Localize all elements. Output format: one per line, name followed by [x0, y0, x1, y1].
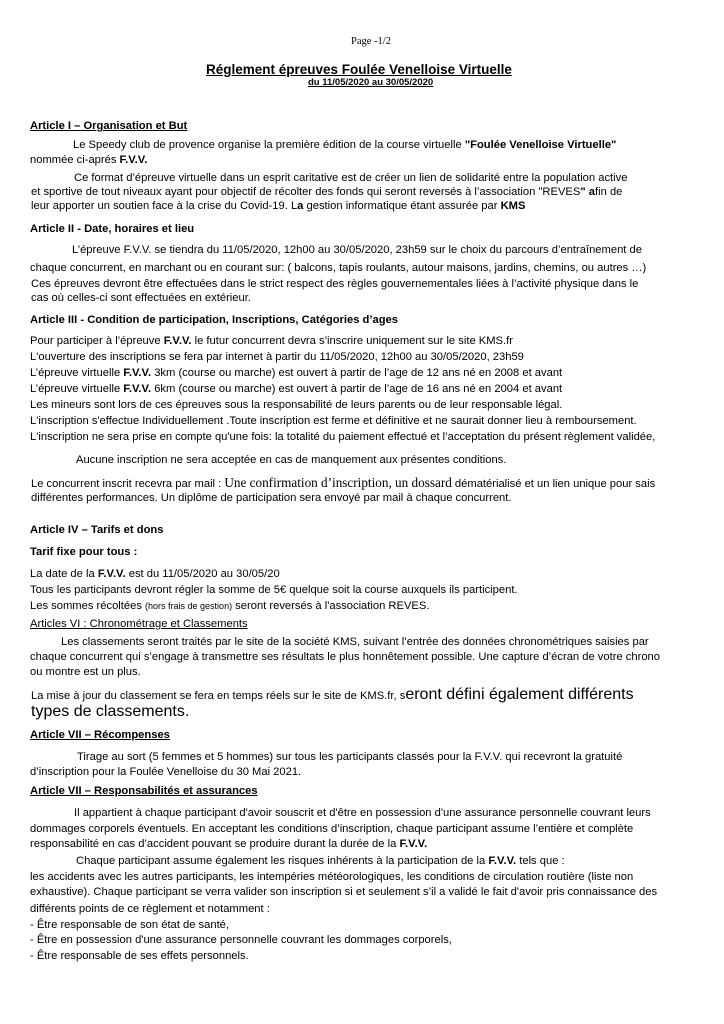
article-2-line-1: L’épreuve F.V.V. se tiendra du 11/05/2020, 12h00 au 30/05/2020, 23h59 sur le choix du parcours d’entraînement de	[72, 244, 642, 256]
article-4-subheading: Tarif fixe pour tous :	[30, 546, 138, 558]
article-3-line-6: L'inscription s'effectue Individuellement .Toute inscription est ferme et définitive et ne saurait donner lieu à remboursement.	[30, 415, 637, 427]
article-7-responsibilities-line-4: Chaque participant assume également les risques inhérents à la participation de la F.V.V. tels que :	[76, 855, 565, 867]
article-4-line-2: Tous les participants devront régler la somme de 5€ quelque soit la course auxquels ils participent.	[30, 584, 518, 596]
article-1-paragraph-1-line-2: nommée ci-aprés F.V.V.	[30, 154, 148, 166]
article-7-responsibilities-line-7: différents points de ce règlement et notamment :	[30, 903, 270, 915]
article-7-rewards-heading: Article VII – Récompenses	[30, 729, 170, 741]
article-6-line-3: ou montre est un plus.	[30, 666, 141, 678]
article-3-line-7: L'inscription ne sera prise en compte qu'une fois: la totalité du paiement effectué et l’acceptation du présent règlement validée,	[30, 431, 656, 443]
page-number: Page -1/2	[351, 36, 391, 47]
document-title: Réglement épreuves Foulée Venelloise Virtuelle	[206, 62, 512, 77]
article-3-line-4: L’épreuve virtuelle F.V.V. 6km (course ou marche) est ouvert à partir de l’age de 16 ans né en 2004 et avant	[30, 383, 563, 395]
article-3-line-8: Aucune inscription ne sera acceptée en cas de manquement aux présentes conditions.	[76, 454, 507, 466]
article-3-line-3: L’épreuve virtuelle F.V.V. 3km (course ou marche) est ouvert à partir de l’age de 12 ans né en 2008 et avant	[30, 367, 563, 379]
article-7-rewards-line-2: d’inscription pour la Foulée Venelloise du 30 Mai 2021.	[30, 766, 302, 778]
article-2-line-3: Ces épreuves devront être effectuées dans le strict respect des règles gouvernementales liées à l’activité physique dans le	[31, 278, 639, 290]
article-4-heading: Article IV – Tarifs et dons	[30, 524, 164, 536]
article-1-paragraph-2-line-2: et sportive de tout niveaux ayant pour objectif de récolter des fonds qui seront reversés à l’association "REVES" afin de	[31, 186, 623, 198]
article-6-heading: Articles VI : Chronométrage et Classements	[30, 618, 248, 630]
article-7-responsibilities-heading: Article VII – Responsabilités et assurances	[30, 785, 258, 797]
article-6-line-4: La mise à jour du classement se fera en temps réels sur le site de KMS.fr, seront défini également différents	[31, 686, 634, 703]
article-3-line-10: différentes performances. Un diplôme de participation sera envoyé par mail à chaque concurrent.	[31, 492, 512, 504]
article-7-rewards-line-1: Tirage au sort (5 femmes et 5 hommes) sur tous les participants classés pour la F.V.V. qui recevront la gratuité	[77, 751, 623, 763]
article-1-paragraph-2-line-3: leur apporter un soutien face à la crise du Covid-19. La gestion informatique étant assurée par KMS	[31, 200, 526, 212]
article-7-responsibilities-line-1: Il appartient à chaque participant d'avoir souscrit et d'être en possession d'une assurance personnelle couvrant leurs	[74, 807, 651, 819]
responsibility-bullet-insurance: - Être en possession d'une assurance personnelle couvrant les dommages corporels,	[30, 934, 452, 946]
article-2-line-2: chaque concurrent, en marchant ou en courant sur: ( balcons, tapis roulants, autour maisons, jardins, chemins, ou autres …)	[30, 262, 647, 274]
article-3-line-9: Le concurrent inscrit recevra par mail : Une confirmation d’inscription, un dossard dématérialisé et un lien unique pour sais	[31, 475, 656, 490]
article-3-line-1: Pour participer à l’épreuve F.V.V. le futur concurrent devra s’inscrire uniquement sur le site KMS.fr	[30, 335, 513, 347]
article-2-heading: Article II - Date, horaires et lieu	[30, 223, 195, 235]
responsibility-bullet-belongings: - Être responsable de ses effets personnels.	[30, 950, 249, 962]
document-subtitle: du 11/05/2020 au 30/05/2020	[308, 77, 434, 88]
article-7-responsibilities-line-6: exhaustive). Chaque participant se verra valider son inscription si et seulement s’il a validé le fait d'avoir pris connaissance des	[30, 886, 658, 898]
article-1-heading: Article I – Organisation et But	[30, 120, 188, 132]
article-6-line-1: Les classements seront traités par le site de la société KMS, suivant l’entrée des données chronométriques saisies par	[61, 636, 649, 648]
article-2-line-4: cas où celles-ci sont effectuées en extérieur.	[31, 292, 251, 304]
article-1-paragraph-2-line-1: Ce format d’épreuve virtuelle dans un esprit caritative est de créer un lien de solidarité entre la population active	[74, 172, 628, 184]
article-4-line-1: La date de la F.V.V. est du 11/05/2020 au 30/05/20	[30, 568, 280, 580]
article-1-paragraph-1-line-1: Le Speedy club de provence organise la première édition de la course virtuelle "Foulée Venelloise Virtuelle"	[73, 139, 617, 151]
responsibility-bullet-health: - Être responsable de son état de santé,	[30, 919, 230, 931]
article-6-line-2: chaque concurrent qui s’engage à transmettre ses résultats le plus honnêtement possible. Une capture d’écran de votre chrono	[30, 651, 660, 663]
article-7-responsibilities-line-3: responsabilité en cas d’accident pouvant se produire durant la durée de la F.V.V.	[30, 838, 428, 850]
article-4-line-3: Les sommes récoltées (hors frais de gestion) seront reversés à l'association REVES.	[30, 600, 430, 612]
article-3-heading: Article III - Condition de participation, Inscriptions, Catégories d’ages	[30, 314, 398, 326]
article-6-line-5: types de classements.	[31, 703, 190, 720]
article-3-line-5: Les mineurs sont lors de ces épreuves sous la responsabilité de leurs parents ou de leur responsable légal.	[30, 399, 563, 411]
article-7-responsibilities-line-2: dommages corporels éventuels. En acceptant les conditions d’inscription, chaque participant assume l’entière et complète	[30, 823, 634, 835]
article-3-line-2: L'ouverture des inscriptions se fera par internet à partir du 11/05/2020, 12h00 au 30/05/2020, 23h59	[30, 351, 524, 363]
article-7-responsibilities-line-5: les accidents avec les autres participants, les intempéries météorologiques, les conditions de circulation routière (liste non	[30, 871, 634, 883]
